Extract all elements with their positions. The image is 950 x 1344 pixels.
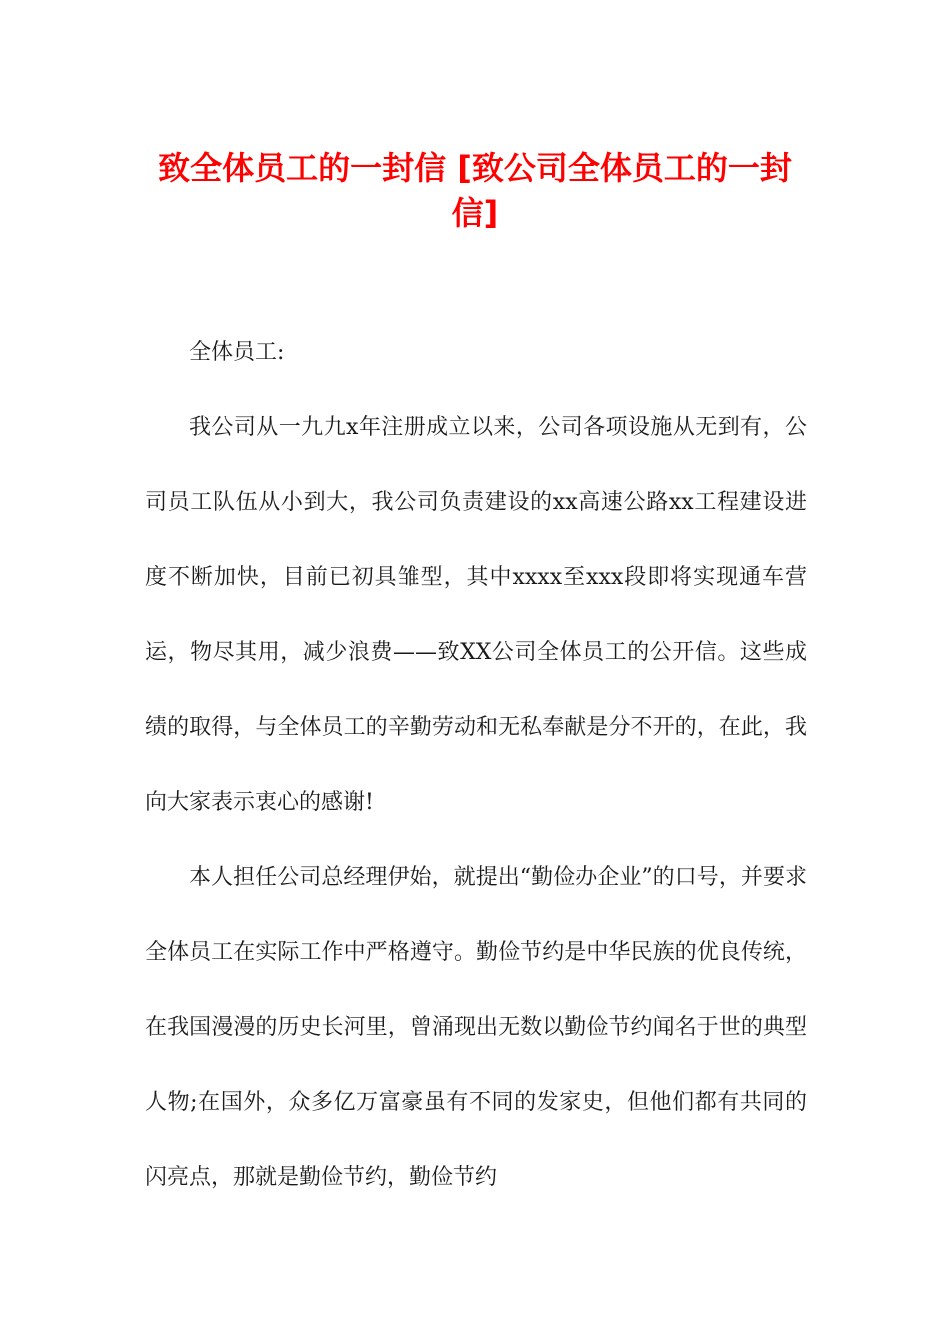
paragraph-2: 本人担任公司总经理伊始，就提出“勤俭办企业”的口号，并要求全体员工在实际工作中严格遵守。勤俭节约是中华民族的优良传统，在我国漫漫的历史长河里，曾涌现出无数以勤俭节约闻名于世的典型人物;在国外，众多亿万富豪虽有不同的发家史，但他们都有共同的闪亮点，那就是勤俭节约，勤俭节约	[145, 865, 807, 1190]
document-title: 致全体员工的一封信 [致公司全体员工的一封信]	[158, 149, 792, 232]
salutation: 全体员工:	[189, 340, 285, 365]
paragraph-1: 我公司从一九九x年注册成立以来，公司各项设施从无到有，公司员工队伍从小到大，我公司负责建设的xx高速公路xx工程建设进度不断加快，目前已初具雏型，其中xxxx至xxx段即将实现通车营运，物尽其用，减少浪费——致XX公司全体员工的公开信。这些成绩的取得，与全体员工的辛勤劳动和无私奉献是分不开的，在此，我向大家表示衷心的感谢!	[145, 415, 807, 815]
